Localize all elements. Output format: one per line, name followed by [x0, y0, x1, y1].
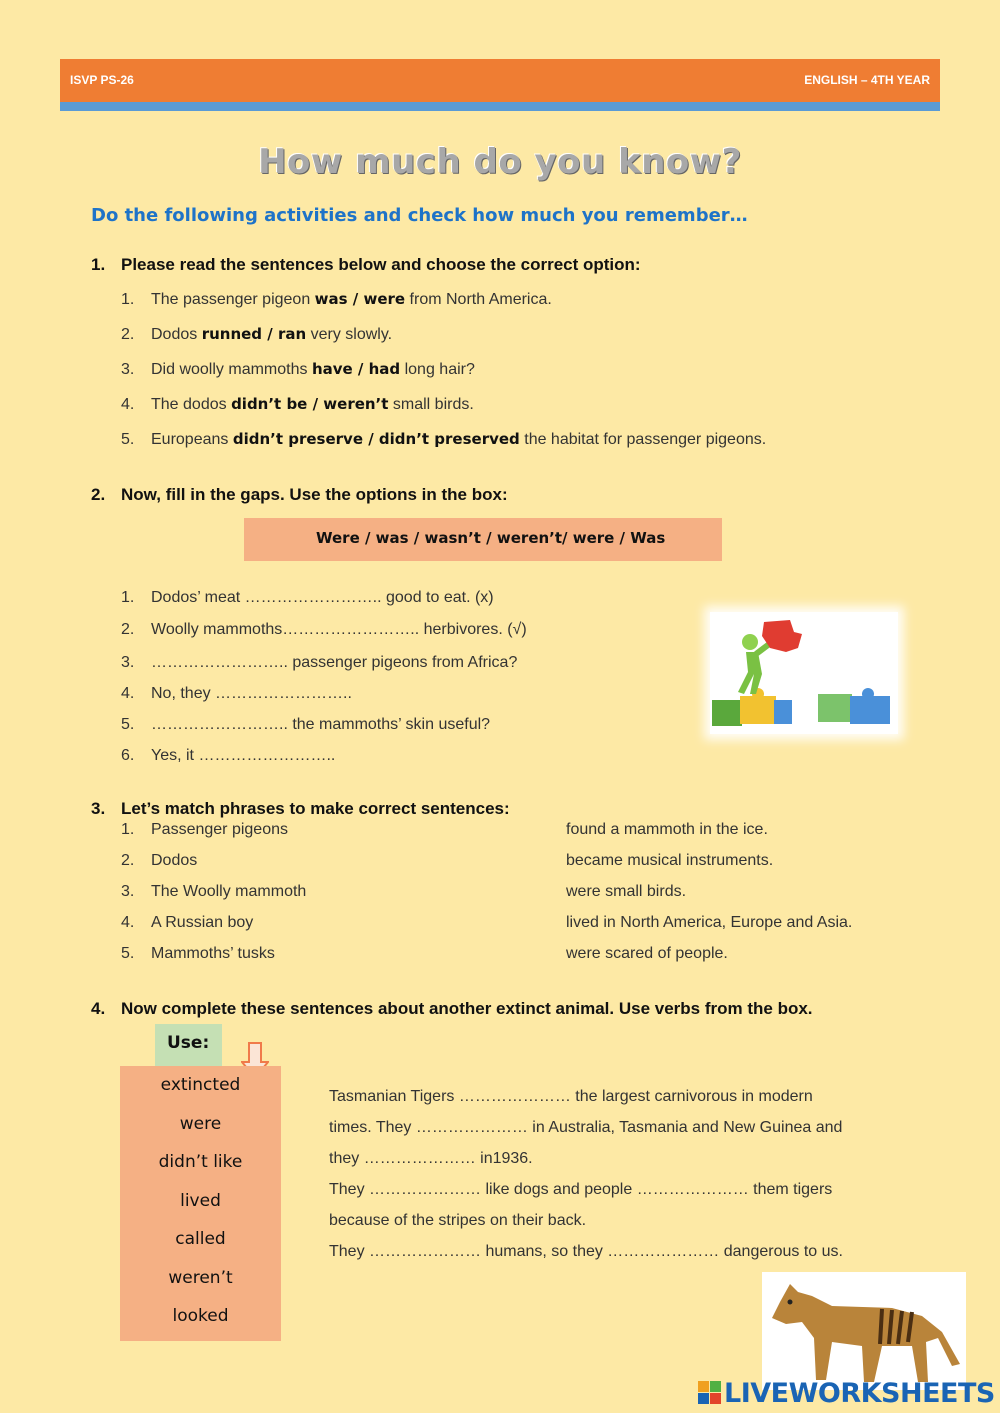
use-label: Use:: [155, 1024, 222, 1066]
choice-option[interactable]: runned / ran: [201, 325, 307, 343]
paragraph-line[interactable]: Tasmanian Tigers ………………… the largest carnivorous in modern: [329, 1088, 813, 1105]
match-right-item[interactable]: found a mammoth in the ice.: [566, 821, 768, 838]
verb-option[interactable]: looked: [172, 1306, 229, 1326]
section-2-heading: 2. Now, fill in the gaps. Use the options in the box:: [91, 485, 508, 504]
choice-option[interactable]: have / had: [311, 360, 401, 378]
section-4-heading: 4. Now complete these sentences about another extinct animal. Use verbs from the box.: [91, 999, 813, 1018]
header-school-code: ISVP PS-26: [70, 73, 134, 87]
section-1-heading: 1. Please read the sentences below and choose the correct option:: [91, 255, 641, 274]
match-right-item[interactable]: became musical instruments.: [566, 852, 774, 869]
list-item: 4. The dodos didn’t be / weren’t small birds.: [121, 395, 474, 413]
list-item[interactable]: 2. Woolly mammoths…………………….. herbivores. (√): [121, 621, 527, 638]
liveworksheets-logo-icon: [698, 1381, 722, 1405]
header-stripe: [60, 102, 940, 111]
paragraph-line: because of the stripes on their back.: [329, 1212, 587, 1229]
list-item: 2. Dodos runned / ran very slowly.: [121, 325, 393, 343]
verb-option[interactable]: didn’t like: [158, 1152, 243, 1172]
match-left-item[interactable]: 3. The Woolly mammoth: [121, 883, 307, 900]
match-left-item[interactable]: 2. Dodos: [121, 852, 198, 869]
options-box: Were / was / wasn’t / weren’t/ were / Was: [244, 518, 722, 561]
section-3-heading: 3. Let’s match phrases to make correct sentences:: [91, 799, 510, 818]
paragraph-line[interactable]: times. They ………………… in Australia, Tasmania and New Guinea and: [329, 1119, 843, 1136]
header-course: ENGLISH – 4TH YEAR: [804, 73, 930, 87]
puzzle-illustration: [710, 612, 898, 734]
verb-option[interactable]: lived: [180, 1191, 221, 1211]
list-item[interactable]: 4. No, they ……………………..: [121, 685, 352, 702]
list-item[interactable]: 6. Yes, it ……………………..: [121, 747, 336, 764]
paragraph-line[interactable]: They ………………… humans, so they ………………… dangerous to us.: [329, 1243, 843, 1260]
verb-option[interactable]: called: [175, 1229, 226, 1249]
choice-option[interactable]: didn’t preserve / didn’t preserved: [232, 430, 520, 448]
choice-option[interactable]: was / were: [314, 290, 406, 308]
footer-brand: LIVEWORKSHEETS: [724, 1378, 995, 1409]
match-right-item[interactable]: lived in North America, Europe and Asia.: [566, 914, 853, 931]
verb-option[interactable]: extincted: [160, 1075, 241, 1095]
verb-option[interactable]: weren’t: [168, 1268, 233, 1288]
paragraph-line[interactable]: they ………………… in1936.: [329, 1150, 533, 1167]
match-left-item[interactable]: 5. Mammoths’ tusks: [121, 945, 275, 962]
subtitle: Do the following activities and check how much you remember…: [91, 205, 748, 226]
list-item[interactable]: 5. …………………….. the mammoths’ skin useful?: [121, 716, 491, 733]
list-item[interactable]: 3. …………………….. passenger pigeons from Africa?: [121, 654, 518, 671]
tasmanian-tiger-image: [762, 1272, 966, 1390]
paragraph-line[interactable]: They ………………… like dogs and people ………………… them tigers: [329, 1181, 833, 1198]
match-right-item[interactable]: were small birds.: [566, 883, 687, 900]
list-item[interactable]: 1. Dodos’ meat …………………….. good to eat. (x): [121, 589, 494, 606]
verb-option[interactable]: were: [179, 1114, 222, 1134]
page-title: How much do you know?: [258, 142, 742, 182]
list-item: 3. Did woolly mammoths have / had long hair?: [121, 360, 475, 378]
choice-option[interactable]: didn’t be / weren’t: [231, 395, 389, 413]
match-right-item[interactable]: were scared of people.: [566, 945, 728, 962]
list-item: 5. Europeans didn’t preserve / didn’t preserved the habitat for passenger pigeons.: [121, 430, 767, 448]
match-left-item[interactable]: 4. A Russian boy: [121, 914, 254, 931]
list-item: 1. The passenger pigeon was / were from North America.: [121, 290, 552, 308]
match-left-item[interactable]: 1. Passenger pigeons: [121, 821, 288, 838]
